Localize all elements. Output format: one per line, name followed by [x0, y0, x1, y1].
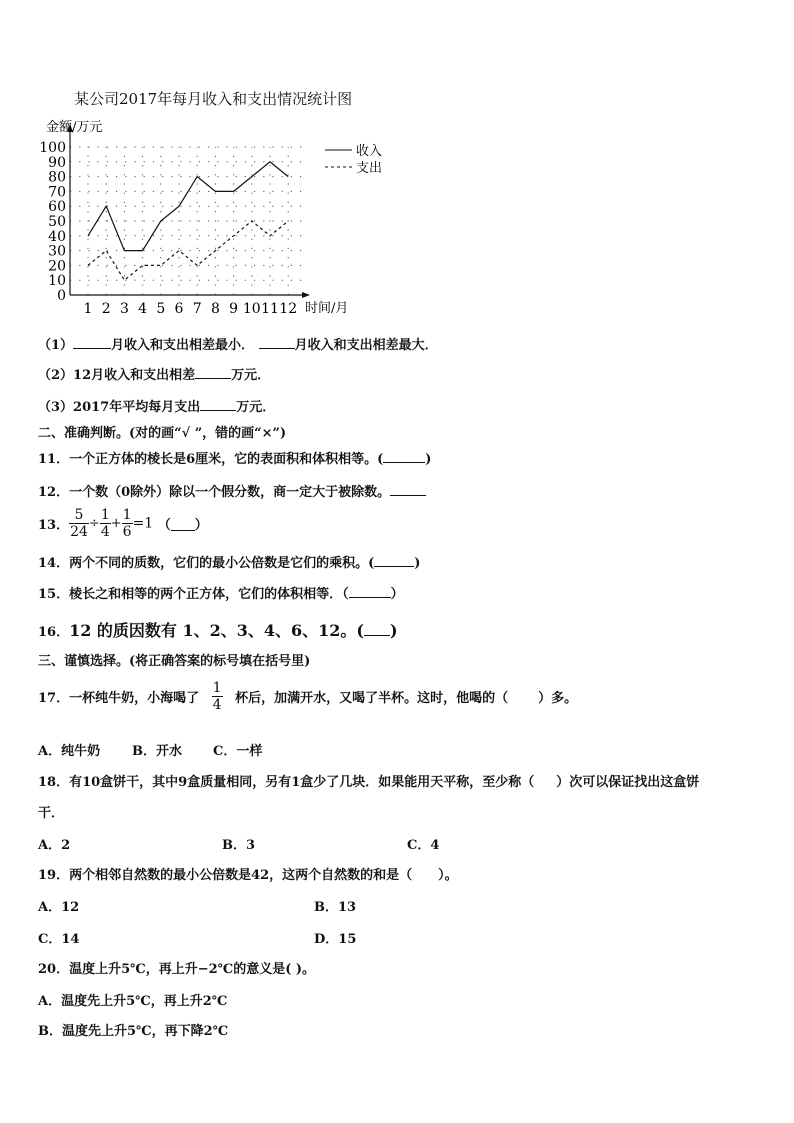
x-tick-label: 7 [192, 301, 202, 317]
q17-option-a[interactable]: A．纯牛奶 [38, 744, 101, 759]
y-tick-label: 90 [48, 154, 66, 171]
question-text: ) [425, 452, 432, 467]
question-15 [38, 583, 404, 602]
question-number: 13． [38, 518, 70, 533]
y-axis-label: 金额/万元 [46, 120, 103, 135]
question-text: 17．一杯纯牛奶，小海喝了 [38, 691, 200, 706]
x-tick-label: 2 [101, 301, 111, 317]
question-text: 2017年平均每月支出 [73, 400, 201, 415]
question-text: 12月收入和支出相差 [73, 368, 196, 383]
y-tick-label: 60 [48, 199, 66, 216]
q19-option-b[interactable]: B．13 [314, 900, 357, 915]
series-line-expense [88, 221, 288, 280]
q18-option-c[interactable]: C．4 [407, 838, 440, 853]
question-text: 万元． [236, 400, 276, 415]
q19-option-a[interactable]: A．12 [38, 900, 80, 915]
question-text: 12 的质因数有 1、2、3、4、6、12。( [69, 621, 365, 640]
answer-blank[interactable] [383, 449, 425, 463]
question-text: ） [390, 587, 404, 602]
answer-blank[interactable] [349, 584, 391, 598]
answer-blank[interactable] [73, 335, 111, 349]
y-tick-label: 30 [48, 243, 66, 260]
question-text: 月收入和支出相差最小． [111, 338, 255, 353]
question-text: ）多。 [538, 691, 578, 706]
question-text: 15．棱长之和相等的两个正方体，它们的体积相等．（ [38, 587, 349, 602]
question-number: 16． [38, 625, 70, 640]
y-tick-label: 80 [48, 169, 66, 186]
question-12 [38, 481, 426, 500]
question-20: 20．温度上升5℃，再上升−2℃的意义是( )。 [38, 962, 316, 977]
x-tick-label: 6 [174, 301, 184, 317]
y-tick-label: 20 [48, 258, 66, 275]
y-tick-label: 40 [48, 228, 66, 245]
question-14 [38, 552, 420, 571]
question-11 [38, 448, 431, 467]
legend-label: 收入 [356, 144, 383, 159]
fraction: $\frac{1}{6}$ [122, 507, 132, 540]
y-tick-label: 100 [39, 140, 66, 156]
question-16 [38, 618, 398, 641]
answer-blank[interactable] [374, 553, 414, 567]
q18-option-a[interactable]: A．2 [38, 838, 71, 853]
question-text: ) [414, 556, 421, 571]
question-13: 13． $\frac{5}{24}$ ÷ $\frac{1}{4}$ + $\frac{1}{6}$ =1 （ ） [38, 507, 208, 540]
question-number: （2） [38, 368, 74, 383]
question-text: 12．一个数（0除外）除以一个假分数，商一定大于被除数。 [38, 485, 391, 500]
question-text: 18．有10盒饼干，其中9盒质量相同，另有1盒少了几块．如果能用天平称，至少称（ [38, 775, 535, 790]
question-text: 11．一个正方体的棱长是6厘米，它的表面积和体积相等。( [38, 452, 384, 467]
q20-option-a[interactable]: A．温度先上升5℃，再上升2℃ [38, 994, 228, 1009]
answer-blank[interactable] [171, 517, 195, 531]
q19-option-c[interactable]: C．14 [38, 932, 80, 947]
question-1 [38, 334, 438, 353]
series-line-income [88, 162, 288, 251]
x-tick-label: 1 [83, 301, 93, 317]
line-chart [0, 0, 794, 330]
question-text: 杯后，加满开水，又喝了半杯。这时，他喝的（ [235, 691, 509, 706]
chart-title: 某公司2017年每月收入和支出情况统计图 [74, 90, 353, 108]
question-text: 月收入和支出相差最大． [294, 338, 438, 353]
question-text: ) [390, 621, 398, 640]
section-3-heading: 三、谨慎选择。(将正确答案的标号填在括号里) [38, 654, 311, 669]
x-tick-label: 8 [210, 301, 220, 317]
question-3 [38, 396, 275, 415]
question-17 [38, 680, 577, 713]
question-2 [38, 364, 270, 383]
y-tick-label: 50 [48, 214, 66, 230]
fraction: $\frac{1}{4}$ [212, 680, 222, 713]
q17-option-c[interactable]: C．一样 [213, 744, 263, 759]
q20-option-b[interactable]: B．温度先上升5℃，再下降2℃ [38, 1024, 229, 1039]
q19-option-d[interactable]: D．15 [314, 932, 357, 947]
x-axis-arrow [302, 292, 310, 298]
y-tick-label: 70 [48, 184, 66, 201]
question-18-cont: 干． [38, 806, 65, 821]
question-number: （3） [38, 400, 74, 415]
x-tick-label: 9 [229, 301, 239, 317]
x-axis-label: 时间/月 [305, 301, 349, 316]
answer-blank[interactable] [200, 397, 236, 411]
fraction: $\frac{1}{4}$ [100, 507, 110, 540]
answer-blank[interactable] [195, 365, 231, 379]
question-number: （1） [38, 338, 74, 353]
x-tick-label: 10 [242, 301, 261, 317]
legend-label: 支出 [356, 161, 383, 176]
y-tick-label: 10 [48, 273, 66, 290]
q18-option-b[interactable]: B．3 [222, 838, 256, 853]
section-2-heading: 二、准确判断。(对的画“√ ”，错的画“×”) [38, 426, 287, 441]
fraction: $\frac{5}{24}$ [70, 507, 88, 540]
x-tick-label: 5 [156, 301, 166, 317]
question-text: ）次可以保证找出这盒饼 [556, 775, 700, 790]
x-tick-label: 12 [279, 301, 298, 317]
answer-blank[interactable] [364, 622, 390, 636]
question-18 [38, 771, 699, 790]
x-tick-label: 11 [261, 301, 279, 317]
answer-blank[interactable] [390, 482, 426, 496]
x-tick-label: 4 [138, 301, 148, 317]
y-tick-label: 0 [57, 288, 66, 304]
q17-option-b[interactable]: B．开水 [132, 744, 182, 759]
question-text: 万元． [231, 368, 271, 383]
answer-blank[interactable] [259, 335, 295, 349]
x-tick-label: 3 [119, 301, 129, 317]
question-text: 14．两个不同的质数，它们的最小公倍数是它们的乘积。( [38, 556, 375, 571]
question-19: 19．两个相邻自然数的最小公倍数是42，这两个自然数的和是（ ）。 [38, 868, 458, 883]
